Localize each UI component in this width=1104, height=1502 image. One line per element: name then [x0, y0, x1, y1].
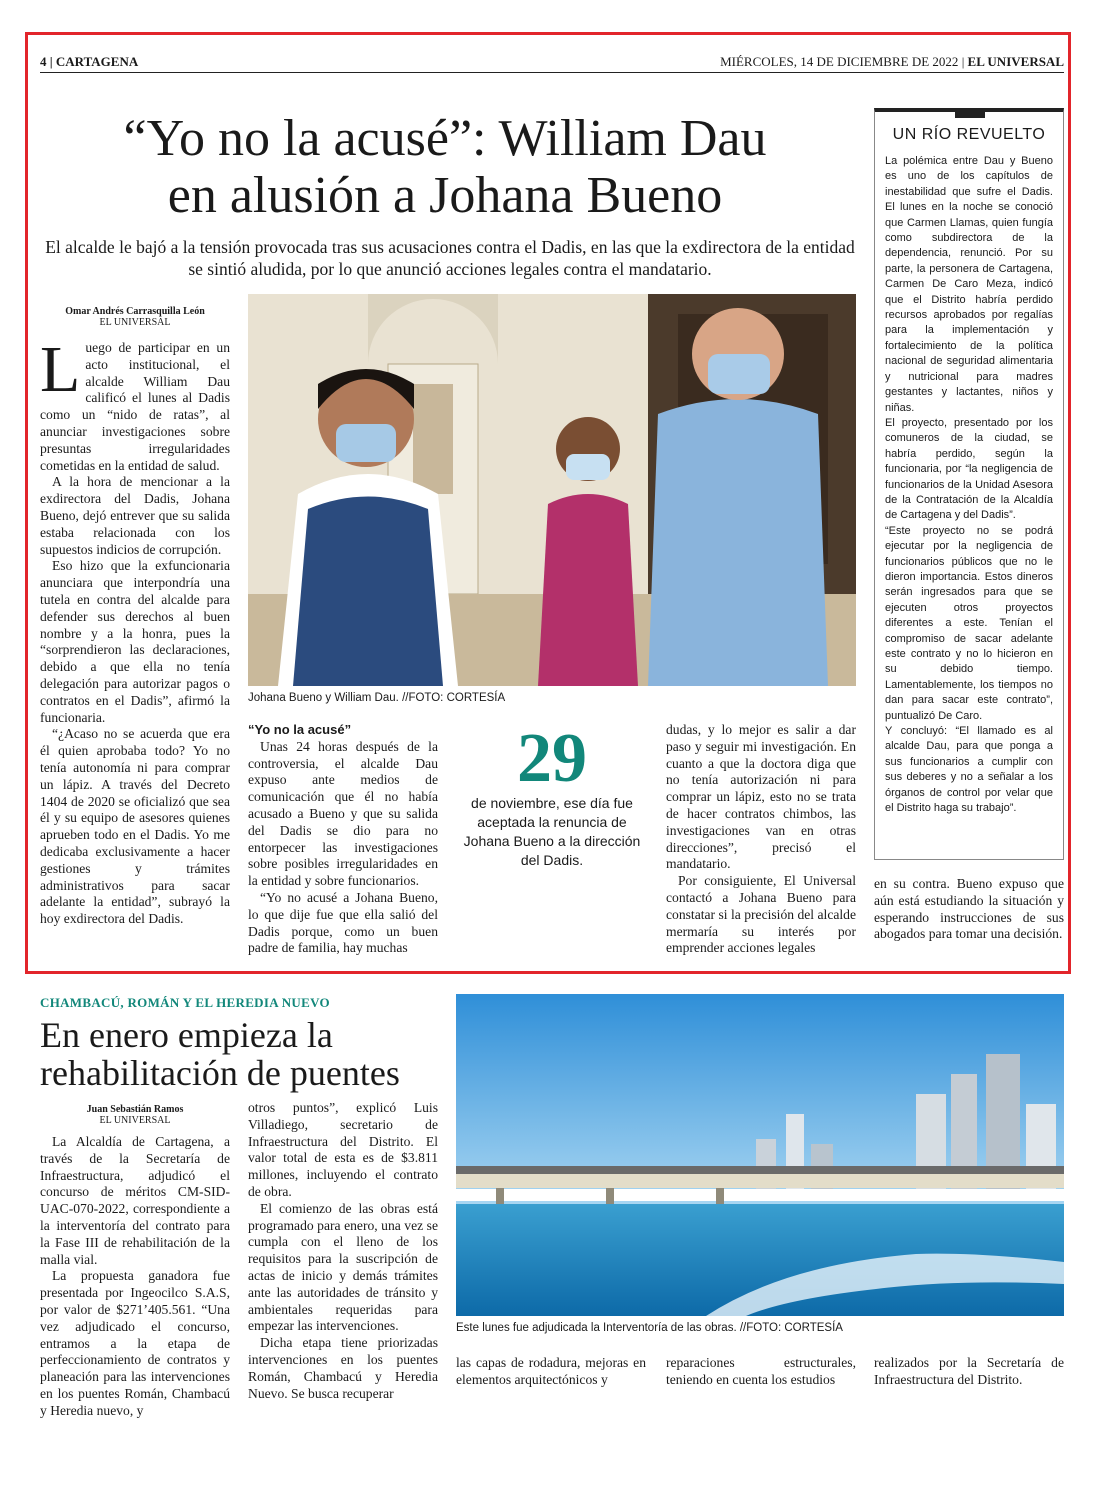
newspaper-name: EL UNIVERSAL — [967, 54, 1064, 69]
article2-headline — [40, 1016, 450, 1092]
caption-text: Este lunes fue adjudicada la Interventoría de las obras. — [456, 1322, 737, 1334]
article2-column-5 — [874, 1355, 1064, 1389]
article2-column-1 — [40, 1134, 230, 1420]
sidebar-box — [874, 108, 1064, 860]
news-photo-dau-bueno — [248, 294, 856, 686]
caption-text: Johana Bueno y William Dau. — [248, 692, 399, 704]
article-column-3 — [666, 722, 856, 957]
page-number: 4 — [40, 54, 47, 69]
paragraph: A la hora de mencionar a la exdirectora del Dadis, Johana Bueno, dejó entrever que su salida estaba relacionada con los supuestos indicios de corrupción. — [40, 474, 230, 557]
sidebar-body — [875, 154, 1063, 816]
page-folio: 4 | CARTAGENA MIÉRCOLES, 14 DE DICIEMBRE DE 2022 | EL UNIVERSAL — [40, 52, 1064, 73]
article-column-2 — [248, 722, 438, 957]
headline-line-1: “Yo no la acusé”: William Dau — [123, 110, 767, 167]
article-headline — [40, 110, 850, 224]
paragraph: Unas 24 horas después de la controversia, el alcalde Dau expuso ante medios de comunicación que él no había acusado a Bueno y que su salida del Dadis se dio para no entorpecer las investigaciones sobre posibles irregularidades en la entidad y sobre funcionarios. — [248, 738, 438, 889]
sidebar-title: UN RÍO REVUELTO — [892, 126, 1046, 143]
article-column-4 — [874, 876, 1064, 943]
article2-kicker: CHAMBACÚ, ROMÁN Y EL HEREDIA NUEVO — [40, 995, 330, 1010]
byline — [40, 306, 230, 328]
article2-column-4 — [666, 1355, 856, 1389]
paragraph: otros puntos”, explicó Luis Villadiego, secretario de Infraestructura del Distrito. El valor total de esta es de $3.811 millones, incluyendo el contrato de obra. — [248, 1100, 438, 1199]
article-column-1 — [40, 333, 230, 928]
author-name: Juan Sebastián Ramos — [86, 1104, 184, 1115]
drop-cap: L — [40, 333, 81, 406]
paragraph: La Alcaldía de Cartagena, a través de la Secretaría de Infraestructura, adjudicó el concurso de méritos CM-SID-UAC-070-2022, correspondiente a la interventoría del contrato para la Fase III de rehabilitación de la malla vial. — [40, 1134, 230, 1267]
paragraph: Eso hizo que la exfuncionaria anunciara que interpondría una tutela en contra del alcalde para defender sus derechos al buen nombre y a la honra, pues la “sorprendieron las declaraciones, debido a que ella no tenía delegación para autorizar pagos o contratos en el Dadis”, afirmó la funcionaria. — [40, 558, 230, 725]
issue-date: MIÉRCOLES, 14 DE DICIEMBRE DE 2022 — [720, 54, 959, 69]
photo-illustration — [248, 294, 856, 686]
headline-line-2: en alusión a Johana Bueno — [167, 167, 723, 224]
sidebar-tab-mark — [955, 108, 985, 118]
photo-caption — [456, 1322, 1064, 1334]
paragraph: las capas de rodadura, mejoras en elementos arquitectónicos y — [456, 1355, 646, 1387]
sidebar-paragraph: La polémica entre Dau y Bueno es uno de los capítulos de inestabilidad que sufre el Dadis. El lunes en la noche se conoció que Carmen Llamas, quien fungía como subdirectora de la dependencia, renunció. Por su parte, la personera de Cartagena, Carmen De Caro Meza, indicó que el Distrito habría perdido recursos aprobados por regalías para la implementación y fortalecimiento de la política nacional de seguridad alimentaria y nutricional para madres gestantes y lactantes, niños y niñas. — [885, 155, 1053, 414]
paragraph: en su contra. Bueno expuso que aún está estudiando la situación y esperando instrucciones de sus abogados para tomar una decisión. — [874, 876, 1064, 942]
paragraph: “Yo no acusé a Johana Bueno, lo que dije fue que ella salió del Dadis porque, como un buen padre de familia, hay muchas — [248, 889, 438, 956]
stat-callout — [453, 720, 651, 870]
author-name: Omar Andrés Carrasquilla León — [65, 306, 205, 317]
paragraph: reparaciones estructurales, teniendo en cuenta los estudios — [666, 1355, 856, 1387]
sidebar-paragraph: “Este proyecto no se podrá ejecutar por la negligencia de funcionarios públicos que no le dieron importancia. Estos dineros serán ingresados para que se ejecuten otros proyectos diferentes a este. Tenían el compromiso de sacar adelante este contrato y no lo hicieron en su debido tiempo. Lamentablemente, los tiempos no dan para sacar este contrato”, puntualizó De Caro. — [885, 524, 1053, 722]
paragraph: El comienzo de las obras está programado para enero, una vez se cumpla con el lleno de los requisitos para la suscripción de actas de inicio y demás trámites ante las autoridades de tránsito y ambientales requeridas para empezar las intervenciones. — [248, 1200, 438, 1334]
article2-column-3 — [456, 1355, 646, 1389]
article-deck: El alcalde le bajó a la tensión provocada tras sus acusaciones contra el Dadis, en las que la exdirectora de la entidad se sintió aludida, por lo que anunció acciones legales contra el mandatario. — [45, 237, 855, 279]
sidebar-paragraph: Y concluyó: “El llamado es al alcalde Dau, para que ponga a sus funcionarios a cumplir con sus deberes y no a señalar a los órganos de control por velar que el Distrito haga su trabajo”. — [885, 725, 1053, 815]
photo-illustration — [456, 994, 1064, 1316]
section-name: CARTAGENA — [55, 54, 139, 69]
sidebar-paragraph: El proyecto, presentado por los comuneros de la ciudad, se habría perdido, según la funcionaria, por “la negligencia de funcionarios de la Unidad Asesora de la Contratación de la Alcaldía de Cartagena y del Dadis”. — [885, 416, 1053, 522]
callout-text: de noviembre, ese día fue aceptada la renuncia de Johana Bueno a la dirección del Dadis. — [463, 795, 641, 868]
paragraph: Por consiguiente, El Universal contactó a Johana Bueno para constatar si la precisión del alcalde mermaría su interés por emprender acciones legales — [666, 873, 856, 956]
article2-column-2 — [248, 1100, 438, 1402]
callout-number: 29 — [517, 720, 587, 797]
article-subhead: “Yo no la acusé” — [248, 722, 352, 737]
author-outlet: EL UNIVERSAL — [99, 1115, 171, 1126]
paragraph: uego de participar en un acto institucional, el alcalde William Dau calificó el lunes al Dadis como un “nido de ratas”, al anunciar investigaciones sobre presuntas irregularidades cometidas en la entidad de salud. — [40, 340, 230, 473]
paragraph: Dicha etapa tiene priorizadas intervenciones en los puentes Román, Chambacú y Heredia Nuevo. Se busca recuperar — [248, 1335, 438, 1401]
paragraph: “¿Acaso no se acuerda que era él quien aprobaba todo? Yo no tenía autonomía ni para comprar un lápiz. A través del Decreto 1404 de 2020 se oficializó que sea él y su equipo de asesores quienes aprueben todo en el Dadis. Yo me dedicaba exclusivamente a hacer gestiones y trámites administrativos para sacar adelante la entidad”, subrayó la hoy exdirectora del Dadis. — [40, 726, 230, 927]
paragraph: dudas, y lo mejor es salir a dar paso y seguir mi investigación. En cuanto a que la doctora diga que no tenía autorización ni para comprar un lápiz, esto no se trata de hacer contratos chimbos, las investigaciones van en otras direcciones”, precisó el mandatario. — [666, 722, 856, 872]
paragraph: realizados por la Secretaría de Infraestructura del Distrito. — [874, 1355, 1064, 1387]
photo-credit: //FOTO: CORTESÍA — [739, 1322, 843, 1334]
paragraph: La propuesta ganadora fue presentada por Ingeocilco S.A.S, por valor de $271’405.561. “Una vez adjudicado el concurso, entramos a la etapa de perfeccionamiento de contratos y planeación para las intervenciones en los puentes Román, Chambacú y Heredia nuevo, y — [40, 1268, 230, 1418]
headline-line-1: En enero empieza la — [40, 1015, 333, 1055]
author-outlet: EL UNIVERSAL — [99, 317, 171, 328]
news-photo-bridge — [456, 994, 1064, 1316]
photo-caption — [248, 692, 856, 704]
headline-line-2: rehabilitación de puentes — [40, 1053, 400, 1093]
photo-credit: //FOTO: CORTESÍA — [402, 692, 506, 704]
article2-byline — [40, 1104, 230, 1126]
